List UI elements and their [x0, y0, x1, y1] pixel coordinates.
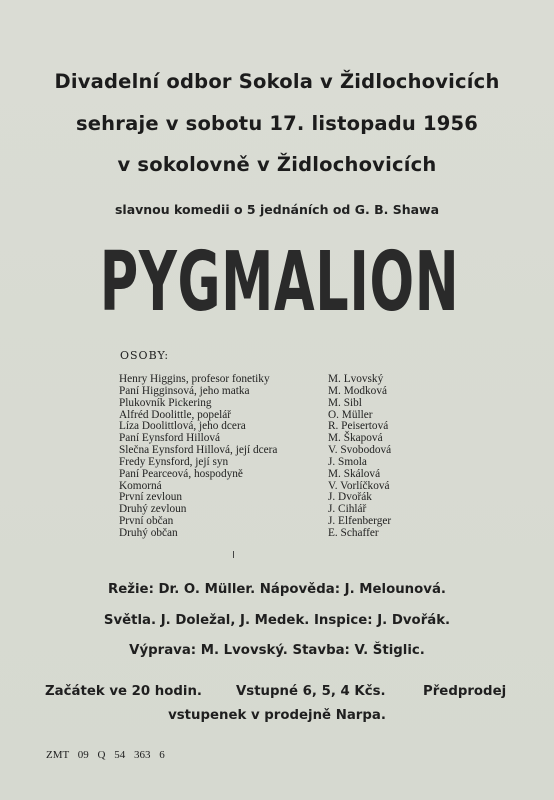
cast-role: Fredy Eynsford, její syn [119, 455, 229, 468]
cast-actor: J. Elfenberger [328, 515, 392, 528]
cast-actor: J. Cihlář [328, 503, 367, 516]
cast-list [119, 374, 439, 540]
cast-actor: M. Lvovský [328, 373, 384, 385]
subtitle: slavnou komedii o 5 jednáních od G. B. Shawa [114, 202, 440, 217]
cast-actor: V. Vorlíčková [328, 479, 390, 492]
cast-actor: R. Peisertová [328, 420, 389, 433]
cast-actor: M. Škapová [328, 432, 383, 445]
cast-row [119, 386, 439, 398]
cast-role: První zevloun [119, 491, 183, 504]
cast-row [119, 469, 439, 481]
credits-lighting: Světla. J. Doležal, J. Medek. Inspice: J. Dvořák. [103, 613, 451, 628]
cast-role: Paní Eynsford Hillová [119, 432, 221, 445]
cast-actor: M. Modková [328, 384, 387, 397]
cast-row [119, 457, 439, 469]
cast-role: První občan [119, 515, 174, 528]
cast-actor: V. Svobodová [328, 444, 392, 457]
play-title: PYGMALION [99, 235, 460, 330]
cast-role: Paní Higginsová, jeho matka [119, 384, 250, 397]
cast-role: Plukovník Pickering [119, 396, 212, 409]
presale-location: vstupenek v prodejně Narpa. [168, 708, 386, 723]
start-time: Začátek ve 20 hodin. [45, 684, 202, 699]
cast-row [119, 528, 439, 540]
cast-role: Slečna Eynsford Hillová, její dcera [119, 444, 278, 457]
cast-role: Henry Higgins, profesor fonetiky [119, 373, 270, 385]
credits-direction: Režie: Dr. O. Müller. Nápověda: J. Melounová. [108, 582, 446, 597]
admission-price: Vstupné 6, 5, 4 Kčs. [236, 684, 386, 699]
cast-role: Líza Doolittlová, jeho dcera [119, 420, 246, 433]
cast-role: Paní Pearceová, hospodyně [119, 467, 243, 480]
cast-actor: E. Schaffer [328, 526, 379, 539]
header-line-3: v sokolovně v Židlochovicích [117, 153, 437, 176]
cast-role: Alfréd Doolittle, popelář [119, 408, 231, 421]
cast-actor: M. Sibl [328, 396, 362, 409]
cast-actor: M. Skálová [328, 467, 381, 480]
cast-role: Komorná [119, 479, 162, 492]
print-mark [233, 551, 234, 558]
cast-actor: J. Smola [328, 455, 367, 468]
print-code: ZMT 09 Q 54 363 6 [46, 749, 165, 761]
cast-actor: O. Müller [328, 408, 373, 421]
cast-role: Druhý zevloun [119, 503, 187, 516]
presale-label: Předprodej [423, 684, 507, 699]
header-line-1: Divadelní odbor Sokola v Židlochovicích [54, 70, 500, 93]
credits-design: Výprava: M. Lvovský. Stavba: V. Štiglic. [129, 643, 425, 658]
cast-actor: J. Dvořák [328, 491, 372, 504]
cast-heading: OSOBY: [120, 349, 170, 362]
header-line-2: sehraje v sobotu 17. listopadu 1956 [75, 112, 479, 135]
cast-role: Druhý občan [119, 526, 178, 539]
cast-row [119, 398, 439, 410]
